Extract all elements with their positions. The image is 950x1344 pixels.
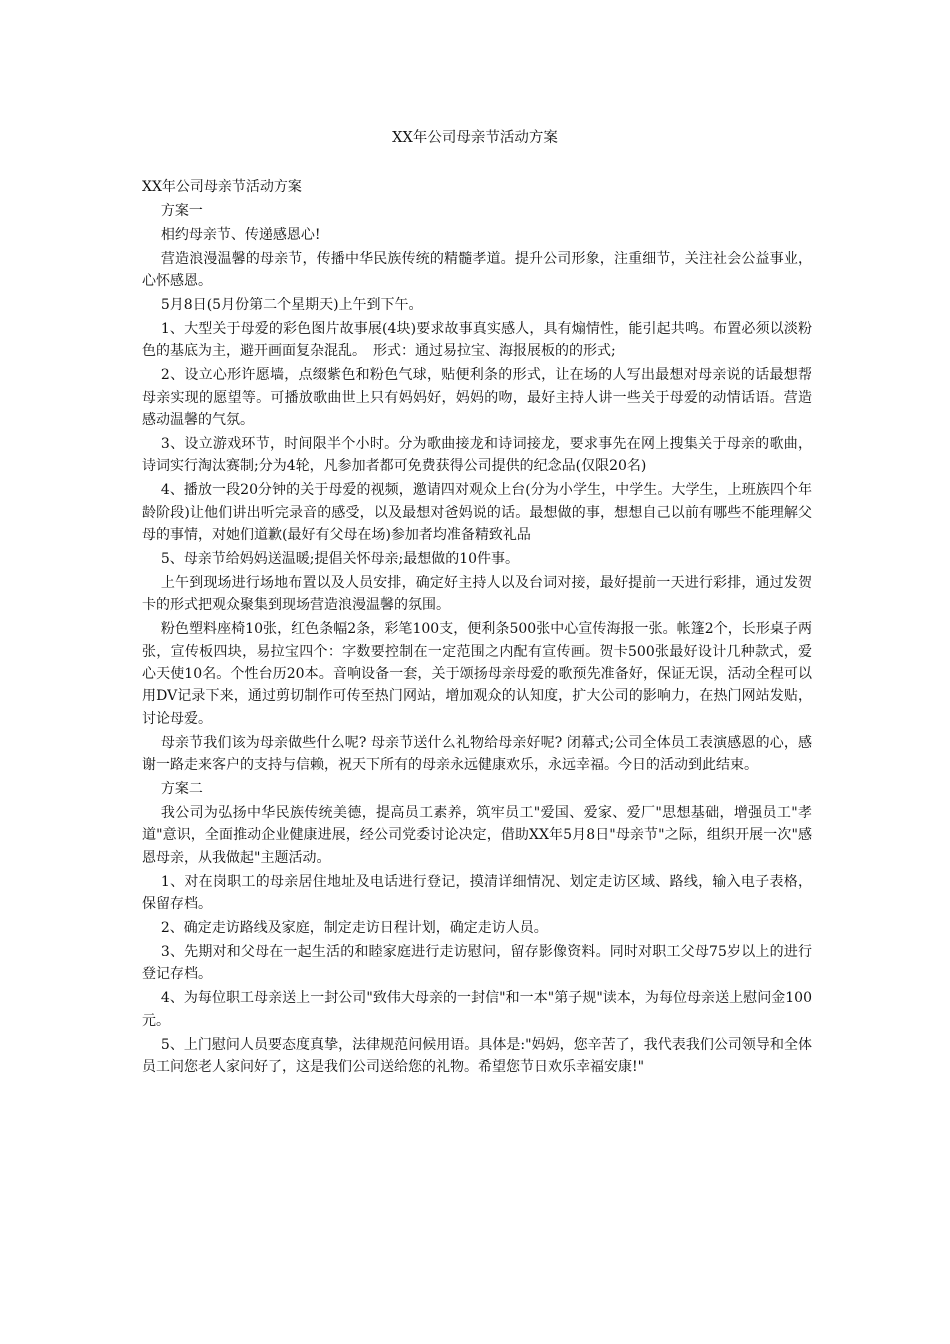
paragraph: 2、确定走访路线及家庭，制定走访日程计划，确定走访人员。 xyxy=(160,920,548,936)
document-subtitle: XX年公司母亲节活动方案 xyxy=(142,179,302,195)
section-heading-plan-two: 方案二 xyxy=(160,781,203,798)
paragraph: 5月8日(5月份第二个星期天)上午到下午。 xyxy=(160,297,423,314)
paragraph: 3、先期对和父母在一起生活的和睦家庭进行走访慰问，留存影像资料。同时对职工父母75岁以上的进行登记存档。 xyxy=(142,943,812,983)
paragraph: 5、母亲节给妈妈送温暖;提倡关怀母亲;最想做的10件事。 xyxy=(160,551,520,567)
paragraph: 4、为每位职工母亲送上一封公司"致伟大母亲的一封信"和一本"第子规"读本，为每位母亲送上慰问金100元。 xyxy=(142,990,812,1029)
paragraph: 1、大型关于母爱的彩色图片故事展(4块)要求故事真实感人，具有煽情性，能引起共鸣。布置必须以淡粉色的基底为主，避开画面复杂混乱。 形式：通过易拉宝、海报展板的的形式; xyxy=(142,320,812,360)
section-heading-plan-one: 方案一 xyxy=(160,202,203,219)
paragraph: 母亲节我们该为母亲做些什么呢? 母亲节送什么礼物给母亲好呢? 闭幕式;公司全体员工表演感恩的心，感谢一路走来客户的支持与信赖，祝天下所有的母亲永远健康欢乐，永远幸福。今日的活动到此结束。 xyxy=(142,734,812,774)
paragraph: 营造浪漫温馨的母亲节，传播中华民族传统的精髓孝道。提升公司形象，注重细节，关注社会公益事业，心怀感恩。 xyxy=(142,250,812,290)
document-body xyxy=(142,176,812,1080)
paragraph: 5、上门慰问人员要态度真挚，法律规范问候用语。具体是:"妈妈，您辛苦了，我代表我们公司领导和全体员工问您老人家问好了，这是我们公司送给您的礼物。希望您节日欢乐幸福安康!" xyxy=(142,1036,812,1075)
paragraph: 上午到现场进行场地布置以及人员安排，确定好主持人以及台词对接，最好提前一天进行彩排，通过发贺卡的形式把观众聚集到现场营造浪漫温馨的氛围。 xyxy=(142,574,812,614)
paragraph: 粉色塑料座椅10张，红色条幅2条，彩笔100支，便利条500张中心宣传海报一张。帐篷2个，长形桌子两张，宣传板四块，易拉宝四个：字数要控制在一定范围之内配有宣传画。贺卡500张最好设计几种款式，爱心天使10名。个性台历20本。音响设备一套，关于颂扬母亲母爱的歌预先准备好，保证无误，活动全程可以用DV记录下来，通过剪切制作可传至热门网站，增加观众的认知度，扩大公司的影响力，在热门网站发贴，讨论母爱。 xyxy=(142,621,812,727)
paragraph: 3、设立游戏环节，时间限半个小时。分为歌曲接龙和诗词接龙，要求事先在网上搜集关于母亲的歌曲，诗词实行淘汰赛制;分为4轮，凡参加者都可免费获得公司提供的纪念品(仅限20名) xyxy=(142,435,812,475)
paragraph: 相约母亲节、传递感恩心! xyxy=(160,226,321,243)
paragraph: 2、设立心形许愿墙，点缀紫色和粉色气球，贴便利条的形式，让在场的人写出最想对母亲说的话最想帮母亲实现的愿望等。可播放歌曲世上只有妈妈好，妈妈的吻，最好主持人讲一些关于母爱的动情话语。营造感动温馨的气氛。 xyxy=(142,367,812,429)
paragraph: 我公司为弘扬中华民族传统美德，提高员工素养，筑牢员工"爱国、爱家、爱厂"思想基础，增强员工"孝道"意识，全面推动企业健康进展，经公司党委讨论决定，借助XX年5月8日"母亲节"之际，组织开展一次"感恩母亲，从我做起"主题活动。 xyxy=(142,804,812,866)
paragraph: 4、播放一段20分钟的关于母爱的视频，邀请四对观众上台(分为小学生，中学生。大学生，上班族四个年龄阶段)让他们讲出听完录音的感受，以及最想对爸妈说的话。最想做的事，想想自己以前有哪些不能理解父母的事情，对她们道歉(最好有父母在场)参加者均准备精致礼品 xyxy=(142,482,812,544)
document-title: XX年公司母亲节活动方案 xyxy=(392,130,558,146)
paragraph: 1、对在岗职工的母亲居住地址及电话进行登记，摸清详细情况、划定走访区域、路线，输入电子表格，保留存档。 xyxy=(142,873,812,913)
